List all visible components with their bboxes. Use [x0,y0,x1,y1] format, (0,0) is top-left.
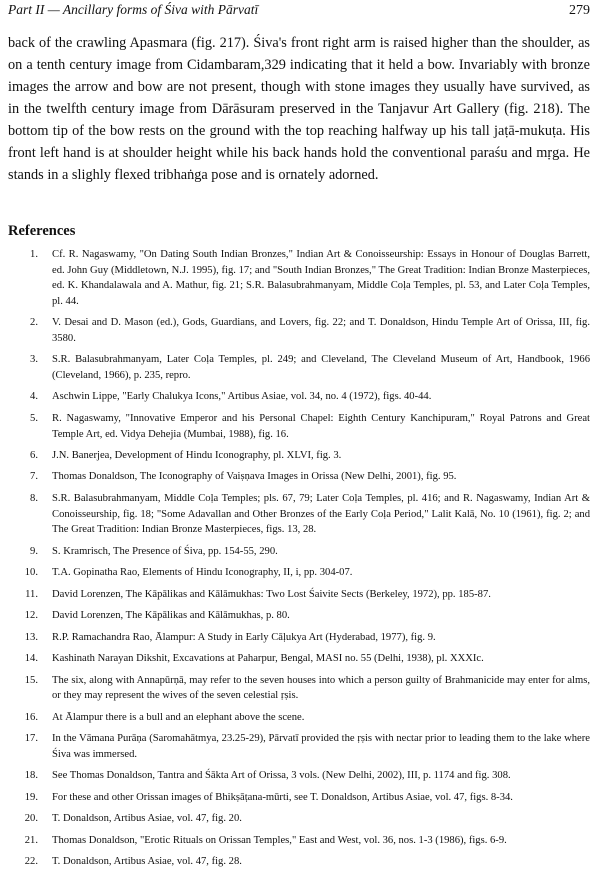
reference-number: 18. [24,770,38,782]
reference-number: 12. [24,610,38,622]
reference-text: For these and other Orissan images of Bhikṣāṭana-mūrti, see T. Donaldson, Artibus Asiae, vol. 47, figs. 8-34. [52,791,513,803]
page-header [8,2,590,24]
reference-number: 17. [24,733,38,745]
reference-item [0,565,590,581]
reference-item [0,673,590,704]
reference-item [0,731,590,762]
reference-number: 22. [24,856,38,868]
reference-item [0,833,590,849]
reference-text: T.A. Gopinatha Rao, Elements of Hindu Iconography, II, i, pp. 304-07. [52,567,353,579]
reference-text: Cf. R. Nagaswamy, "On Dating South Indian Bronzes," Indian Art & Conoisseurship: Essays in Honour of Douglas Barrett, ed. John Guy (Middletown, N.J. 1995), fig. 17; and "South Indian Bronzes," The Great Tradition: Indian Bronze Masterpieces, ed. K. Khandalawala and A. Mathur, fig. 21; S.R. Balasubrahmanyam, Middle Coḷa Temples, pl. 53, and Later Coḷa Temples, pl. 44. [52,249,590,307]
reference-number: 1. [30,249,38,260]
reference-item [0,491,590,538]
reference-number: 6. [30,449,38,461]
reference-number: 20. [24,813,38,825]
reference-number: 19. [24,791,38,803]
reference-item [0,710,590,726]
reference-number: 5. [30,412,38,424]
reference-item [0,790,590,806]
reference-item [0,448,590,464]
reference-item [0,854,590,870]
reference-number: 11. [25,588,38,600]
reference-text: J.N. Banerjea, Development of Hindu Iconography, pl. XLVI, fig. 3. [52,449,342,461]
reference-item [0,811,590,827]
reference-text: S.R. Balasubrahmanyam, Later Coḷa Temples, pl. 249; and Cleveland, The Cleveland Museum of Art, Handbook, 1966 (Cleveland, 1966), p. 235, repro. [52,354,590,381]
reference-text: T. Donaldson, Artibus Asiae, vol. 47, fig. 28. [52,856,242,868]
reference-text: Thomas Donaldson, The Iconography of Vaiṣṇava Images in Orissa (New Delhi, 2001), fig. 95. [52,471,457,483]
reference-item [0,608,590,624]
reference-text: S.R. Balasubrahmanyam, Middle Coḷa Temples; pls. 67, 79; Later Coḷa Temples, pl. 416; and R. Nagaswamy, Indian Art & Conoisseurship, fig. 18; "Some Adavallan and Other Bronzes of the Early Coḷa Period," Lalit Kalā, No. 10 (1961), fig. 2; and The Great Tradition: Indian Bronze Masterpieces, figs. 13, 28. [52,492,590,536]
reference-item [0,587,590,603]
reference-number: 8. [30,492,38,504]
reference-item [0,651,590,667]
references-list [0,247,590,876]
reference-text: Thomas Donaldson, "Erotic Rituals on Orissan Temples," East and West, vol. 36, nos. 1-3 (1986), figs. 6-9. [52,834,507,846]
reference-item [0,389,590,405]
reference-number: 21. [24,834,38,846]
reference-number: 15. [24,674,38,686]
reference-number: 7. [30,471,38,483]
reference-text: David Lorenzen, The Kāpālikas and Kālāmukhas: Two Lost Śaivite Sects (Berkeley, 1972), pp. 185-87. [52,588,491,600]
reference-text: V. Desai and D. Mason (ed.), Gods, Guardians, and Lovers, fig. 22; and T. Donaldson, Hindu Temple Art of Orissa, III, fig. 3580. [52,317,590,344]
reference-text: S. Kramrisch, The Presence of Śiva, pp. 154-55, 290. [52,545,278,557]
reference-text: T. Donaldson, Artibus Asiae, vol. 47, fig. 20. [52,813,242,825]
reference-item [0,469,590,485]
reference-text: At Ālampur there is a bull and an elephant above the scene. [52,711,305,723]
reference-number: 13. [24,631,38,643]
reference-text: David Lorenzen, The Kāpālikas and Kālāmukhas, p. 80. [52,610,290,622]
reference-item [0,352,590,383]
reference-item [0,315,590,346]
reference-text: See Thomas Donaldson, Tantra and Śākta Art of Orissa, 3 vols. (New Delhi, 2002), III, p. 1174 and fig. 308. [52,770,511,782]
reference-number: 4. [30,391,38,403]
reference-item [0,630,590,646]
page-number: 279 [569,3,590,18]
reference-item [0,247,590,309]
reference-number: 14. [24,653,38,665]
reference-text: R.P. Ramachandra Rao, Ālampur: A Study in Early Cāḷukya Art (Hyderabad, 1977), fig. 9. [52,631,436,643]
reference-item [0,411,590,442]
running-title: Part II — Ancillary forms of Śiva with Pārvatī [8,2,259,17]
reference-text: Kashinath Narayan Dikshit, Excavations at Paharpur, Bengal, MASI no. 55 (Delhi, 1938), pl. XXXIc. [52,653,484,665]
reference-number: 9. [30,545,38,557]
body-paragraph: back of the crawling Apasmara (fig. 217). Śiva's front right arm is raised higher than the shoulder, as on a tenth century image from Cidambaram,329 indicating that it held a bow. Invariably with bronze images the arrow and bow are not present, though with stone images they usually have survived, as in the twelfth century image from Dārāsuram preserved in the Tanjavur Art Gallery (fig. 218). The bottom tip of the bow rests on the ground with the top reaching halfway up his tall jaṭā-mukuṭa. His front left hand is at shoulder height while his back hands hold the conventional paraśu and mṛga. He stands in a slighly flexed tribhaṅga pose and is ornately adorned. [8,35,590,183]
reference-text: R. Nagaswamy, "Innovative Emperor and his Personal Chapel: Eighth Century Kanchipuram," Royal Patrons and Great Temple Art, ed. Vidya Dehejia (Mumbai, 1988), fig. 16. [52,412,590,440]
references-heading: References [8,223,76,239]
reference-text: In the Vāmana Purāṇa (Saromahātmya, 23.25-29), Pārvatī provided the ṛṣis with nectar prior to leading them to the lake where Śiva was immersed. [52,733,590,760]
reference-number: 2. [30,317,38,329]
reference-item [0,768,590,784]
reference-number: 3. [30,354,38,366]
reference-text: Aschwin Lippe, "Early Chalukya Icons," Artibus Asiae, vol. 34, no. 4 (1972), figs. 40-44. [52,391,432,403]
reference-number: 16. [24,711,38,723]
reference-item [0,544,590,560]
reference-number: 10. [24,567,38,579]
reference-text: The six, along with Annapūrṇā, may refer to the seven houses into which a person guilty of Brahmanicide may enter for alms, or they may represent the wives of the seven celestial ṛṣis. [52,674,590,702]
